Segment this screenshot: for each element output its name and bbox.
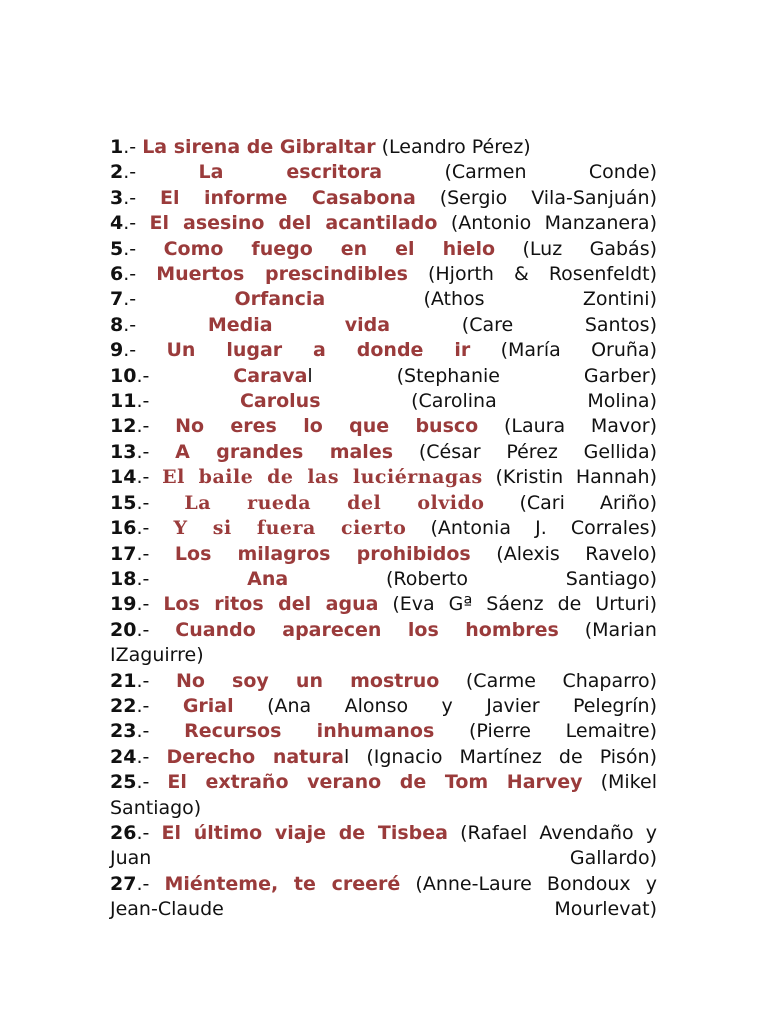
list-item-continuation bbox=[110, 796, 657, 821]
entry-separator: .- bbox=[136, 745, 150, 768]
entry-number: 22 bbox=[110, 694, 137, 717]
list-item bbox=[110, 516, 657, 541]
list-item bbox=[110, 567, 657, 592]
book-author: (Marian bbox=[584, 618, 657, 641]
list-item bbox=[110, 135, 657, 160]
entry-number: 4 bbox=[110, 212, 124, 235]
entry-number: 5 bbox=[110, 237, 124, 260]
list-item bbox=[110, 338, 657, 363]
entry-number: 17 bbox=[110, 542, 137, 565]
book-author: (Laura Mavor) bbox=[503, 415, 657, 438]
entry-number: 14 bbox=[110, 466, 137, 489]
book-title: Como fuego en el hielo bbox=[163, 237, 496, 260]
entry-separator: .- bbox=[136, 491, 150, 514]
entry-number: 27 bbox=[110, 872, 137, 895]
list-item bbox=[110, 542, 657, 567]
book-author-continued: Santiago) bbox=[110, 796, 202, 819]
entry-separator: .- bbox=[123, 237, 137, 260]
list-item bbox=[110, 618, 657, 643]
book-author: (Eva Gª Sáenz de Urturi) bbox=[392, 593, 658, 616]
entry-separator: .- bbox=[123, 313, 137, 336]
book-author: (Athos Zontini) bbox=[423, 288, 657, 311]
entry-number: 15 bbox=[110, 491, 137, 514]
entry-separator: .- bbox=[136, 872, 150, 895]
book-author-continued: Juan Gallardo) bbox=[110, 847, 657, 870]
book-author: (Stephanie Garber) bbox=[396, 364, 657, 387]
book-title: Carava bbox=[233, 364, 308, 387]
book-title: La escritora bbox=[198, 161, 383, 184]
book-title: El asesino del acantilado bbox=[149, 212, 438, 235]
book-title-tail: l bbox=[344, 745, 350, 768]
book-title: Cuando aparecen los hombres bbox=[175, 618, 559, 641]
list-item bbox=[110, 440, 657, 465]
entry-number: 1 bbox=[110, 136, 124, 158]
book-author: (Hjorth & Rosenfeldt) bbox=[427, 263, 658, 286]
book-author: (María Oruña) bbox=[500, 339, 657, 362]
list-item bbox=[110, 313, 657, 338]
book-title: Orfancia bbox=[234, 288, 326, 311]
list-item bbox=[110, 211, 657, 236]
list-item bbox=[110, 592, 657, 617]
entry-number: 21 bbox=[110, 669, 137, 692]
entry-separator: .- bbox=[136, 567, 150, 590]
list-item-continuation bbox=[110, 846, 657, 871]
entry-number: 19 bbox=[110, 593, 137, 616]
entry-separator: .- bbox=[136, 821, 150, 844]
entry-number: 3 bbox=[110, 186, 124, 209]
book-title: El baile de las luciérnagas bbox=[162, 466, 483, 489]
entry-separator: .- bbox=[123, 161, 137, 184]
book-author: (Sergio Vila-Sanjuán) bbox=[439, 186, 658, 209]
book-title: Derecho natura bbox=[166, 745, 344, 768]
book-title-tail: l bbox=[307, 364, 313, 387]
book-title: No soy un mostruo bbox=[175, 669, 440, 692]
entry-number: 20 bbox=[110, 618, 137, 641]
entry-number: 2 bbox=[110, 161, 124, 184]
book-title: Los ritos del agua bbox=[163, 593, 379, 616]
list-item bbox=[110, 186, 657, 211]
book-author: (Ana Alonso y Javier Pelegrín) bbox=[267, 694, 657, 717]
entry-separator: .- bbox=[123, 263, 137, 286]
list-item bbox=[110, 160, 657, 185]
book-author: (César Pérez Gellida) bbox=[418, 440, 658, 463]
book-title: Y si fuera cierto bbox=[173, 517, 407, 540]
list-item-continuation bbox=[110, 643, 657, 668]
entry-separator: .- bbox=[136, 771, 150, 794]
book-title: Los milagros prohibidos bbox=[174, 542, 471, 565]
entry-number: 13 bbox=[110, 440, 137, 463]
book-title: El extraño verano de Tom Harvey bbox=[167, 771, 583, 794]
list-item bbox=[110, 237, 657, 262]
book-author: (Luz Gabás) bbox=[522, 237, 658, 260]
entry-separator: .- bbox=[136, 440, 150, 463]
entry-separator: .- bbox=[123, 339, 137, 362]
book-title: La rueda del olvido bbox=[184, 491, 485, 514]
list-item bbox=[110, 389, 657, 414]
book-author-continued: IZaguirre) bbox=[110, 644, 204, 667]
list-item bbox=[110, 262, 657, 287]
book-title: Un lugar a donde ir bbox=[166, 339, 471, 362]
book-title: Muertos prescindibles bbox=[156, 263, 408, 286]
entry-number: 6 bbox=[110, 263, 124, 286]
entry-number: 24 bbox=[110, 745, 137, 768]
entry-separator: .- bbox=[136, 720, 150, 743]
book-author: (Antonia J. Corrales) bbox=[430, 517, 657, 540]
entry-number: 25 bbox=[110, 771, 137, 794]
book-title: No eres lo que busco bbox=[175, 415, 479, 438]
entry-separator: .- bbox=[136, 694, 150, 717]
list-item bbox=[110, 414, 657, 439]
book-author: (Anne-Laure Bondoux y bbox=[415, 872, 657, 895]
book-title: La sirena de Gibraltar bbox=[142, 136, 376, 158]
entry-separator: .- bbox=[136, 517, 150, 540]
book-title: El último viaje de Tisbea bbox=[161, 821, 448, 844]
entry-separator: .- bbox=[136, 415, 150, 438]
book-author: (Rafael Avendaño y bbox=[460, 821, 657, 844]
entry-separator: .- bbox=[136, 542, 150, 565]
entry-number: 11 bbox=[110, 390, 137, 413]
entry-separator: .- bbox=[123, 288, 137, 311]
entry-separator: .- bbox=[136, 669, 150, 692]
book-author: (Cari Ariño) bbox=[519, 491, 658, 514]
book-author: (Carme Chaparro) bbox=[465, 669, 658, 692]
list-item-continuation bbox=[110, 897, 657, 922]
book-author: (Antonio Manzanera) bbox=[450, 212, 657, 235]
book-author: (Carmen Conde) bbox=[444, 161, 657, 184]
book-author: (Ignacio Martínez de Pisón) bbox=[366, 745, 658, 768]
entry-number: 12 bbox=[110, 415, 137, 438]
book-author: (Alexis Ravelo) bbox=[496, 542, 657, 565]
entry-separator: .- bbox=[136, 593, 150, 616]
list-item bbox=[110, 491, 657, 516]
book-author: (Kristin Hannah) bbox=[495, 466, 657, 489]
entry-separator: .- bbox=[136, 466, 150, 489]
list-item bbox=[110, 872, 657, 897]
list-item bbox=[110, 669, 657, 694]
entry-separator: .- bbox=[136, 390, 150, 413]
list-item bbox=[110, 719, 657, 744]
entry-number: 7 bbox=[110, 288, 124, 311]
entry-separator: .- bbox=[136, 364, 150, 387]
book-title: Media vida bbox=[207, 313, 391, 336]
entry-separator: .- bbox=[123, 136, 137, 158]
entry-separator: .- bbox=[123, 186, 137, 209]
list-item bbox=[110, 745, 657, 770]
book-author: (Mikel bbox=[600, 771, 657, 794]
book-author: (Care Santos) bbox=[461, 313, 657, 336]
entry-number: 8 bbox=[110, 313, 124, 336]
entry-number: 10 bbox=[110, 364, 137, 387]
entry-number: 9 bbox=[110, 339, 124, 362]
book-list bbox=[110, 135, 657, 923]
list-item bbox=[110, 694, 657, 719]
list-item bbox=[110, 821, 657, 846]
entry-separator: .- bbox=[123, 212, 137, 235]
entry-number: 23 bbox=[110, 720, 137, 743]
book-title: A grandes males bbox=[175, 440, 394, 463]
book-title: Recursos inhumanos bbox=[184, 720, 435, 743]
book-author: (Carolina Molina) bbox=[411, 390, 657, 413]
book-author: (Leandro Pérez) bbox=[381, 136, 531, 158]
entry-number: 16 bbox=[110, 517, 137, 540]
list-item bbox=[110, 364, 657, 389]
book-author: (Pierre Lemaitre) bbox=[469, 720, 657, 743]
entry-number: 26 bbox=[110, 821, 137, 844]
entry-number: 18 bbox=[110, 567, 137, 590]
entry-separator: .- bbox=[136, 618, 150, 641]
book-title: Grial bbox=[182, 694, 234, 717]
book-title: Carolus bbox=[239, 390, 321, 413]
book-title: Miénteme, te creeré bbox=[164, 872, 401, 895]
list-item bbox=[110, 770, 657, 795]
book-title: El informe Casabona bbox=[160, 186, 416, 209]
list-item bbox=[110, 287, 657, 312]
book-author-continued: Jean-Claude Mourlevat) bbox=[110, 898, 657, 921]
book-author: (Roberto Santiago) bbox=[385, 567, 657, 590]
book-title: Ana bbox=[247, 567, 289, 590]
list-item bbox=[110, 465, 657, 490]
